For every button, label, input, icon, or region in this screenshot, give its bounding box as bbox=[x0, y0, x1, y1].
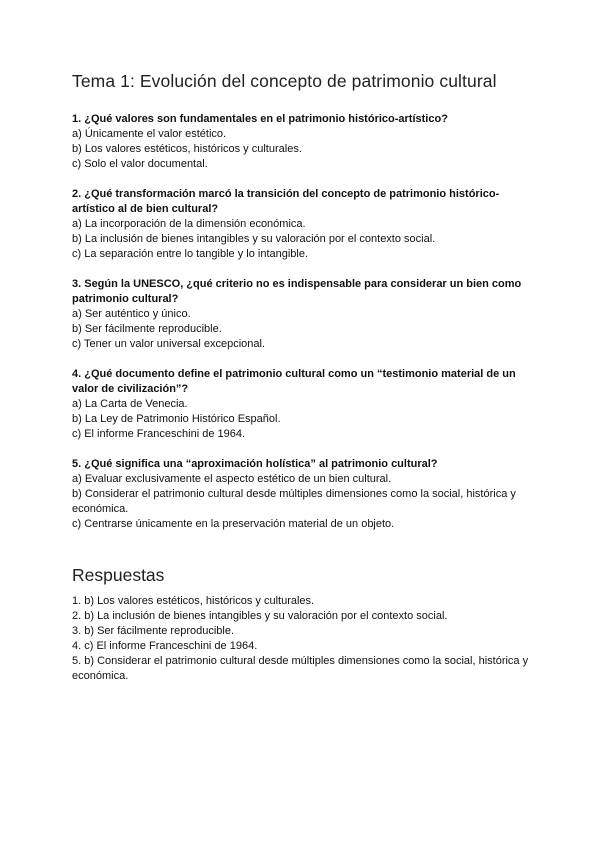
option-b: b) Ser fácilmente reproducible. bbox=[72, 323, 222, 335]
option-a: a) Únicamente el valor estético. bbox=[72, 128, 227, 140]
option-a: a) Ser auténtico y único. bbox=[72, 308, 191, 320]
question-text: 5. ¿Qué significa una “aproximación holística” al patrimonio cultural? bbox=[72, 458, 438, 470]
option-b: b) La inclusión de bienes intangibles y su valoración por el contexto social. bbox=[72, 233, 436, 245]
question-text: 2. ¿Qué transformación marcó la transición del concepto de patrimonio histórico-artístico al de bien cultural? bbox=[72, 188, 500, 215]
answer-item: 5. b) Considerar el patrimonio cultural desde múltiples dimensiones como la social, histórica y económica. bbox=[72, 655, 529, 682]
option-c: c) Solo el valor documental. bbox=[72, 158, 208, 170]
question-3 bbox=[72, 277, 530, 352]
option-b: b) Considerar el patrimonio cultural desde múltiples dimensiones como la social, histórica y económica. bbox=[72, 488, 516, 515]
question-text: 4. ¿Qué documento define el patrimonio cultural como un “testimonio material de un valor de civilización”? bbox=[72, 368, 516, 395]
option-c: c) Centrarse únicamente en la preservación material de un objeto. bbox=[72, 518, 395, 530]
option-c: c) Tener un valor universal excepcional. bbox=[72, 338, 266, 350]
question-1 bbox=[72, 112, 530, 172]
option-c: c) La separación entre lo tangible y lo intangible. bbox=[72, 248, 309, 260]
answers-heading: Respuestas bbox=[72, 565, 165, 585]
option-a: a) La Carta de Venecia. bbox=[72, 398, 188, 410]
option-c: c) El informe Franceschini de 1964. bbox=[72, 428, 246, 440]
answers-list bbox=[72, 594, 530, 684]
answer-item: 3. b) Ser fácilmente reproducible. bbox=[72, 625, 235, 637]
page-title: Tema 1: Evolución del concepto de patrimonio cultural bbox=[72, 71, 497, 91]
question-4 bbox=[72, 367, 530, 442]
question-text: 3. Según la UNESCO, ¿qué criterio no es indispensable para considerar un bien como patrimonio cultural? bbox=[72, 278, 522, 305]
question-text: 1. ¿Qué valores son fundamentales en el patrimonio histórico-artístico? bbox=[72, 113, 448, 125]
question-2 bbox=[72, 187, 530, 262]
question-5 bbox=[72, 457, 530, 532]
answer-item: 4. c) El informe Franceschini de 1964. bbox=[72, 640, 258, 652]
option-b: b) Los valores estéticos, históricos y culturales. bbox=[72, 143, 302, 155]
answer-item: 2. b) La inclusión de bienes intangibles y su valoración por el contexto social. bbox=[72, 610, 448, 622]
option-b: b) La Ley de Patrimonio Histórico Español. bbox=[72, 413, 281, 425]
answer-item: 1. b) Los valores estéticos, históricos y culturales. bbox=[72, 595, 315, 607]
option-a: a) Evaluar exclusivamente el aspecto estético de un bien cultural. bbox=[72, 473, 392, 485]
option-a: a) La incorporación de la dimensión económica. bbox=[72, 218, 306, 230]
